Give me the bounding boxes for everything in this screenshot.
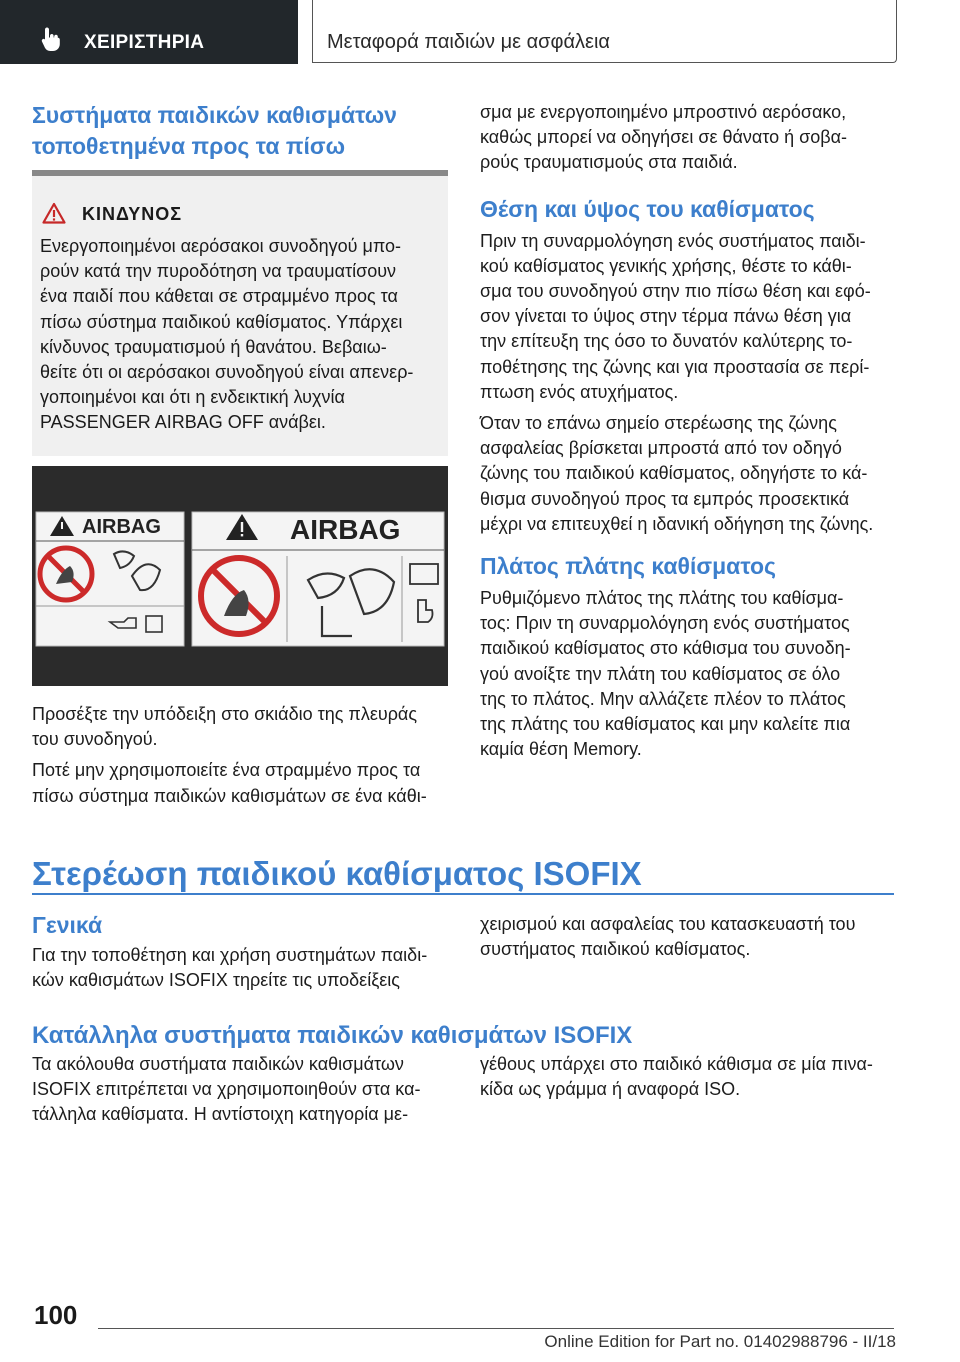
section-divider (32, 893, 894, 895)
text-line: ISOFIX επιτρέπεται να χρησιμοποιηθούν στα κα- (32, 1079, 421, 1100)
paragraph (480, 229, 898, 405)
text-line: κίδα ως γράμμα ή αναφορά ISO. (480, 1079, 741, 1100)
section-tab[interactable] (0, 0, 298, 64)
paragraph (32, 702, 450, 752)
text-line: καθώς μπορεί να οδηγήσει σε θάνατο ή σοβα- (480, 127, 848, 148)
pointing-hand-icon (40, 26, 62, 52)
warning-line: θείτε ότι οι αερόσακοι συνοδηγού είναι απενερ- (40, 362, 414, 383)
text-line: μέχρι να επιτευχθεί η ιδανική οδήγηση της ζώνης. (480, 513, 874, 534)
warning-text (40, 234, 444, 436)
page-header (0, 0, 960, 82)
text-line: καμία θέση Memory. (480, 739, 642, 760)
warning-line: Ενεργοποιημένοι αερόσακοι συνοδηγού μπο- (40, 236, 401, 256)
text-line: ασφαλείας βρίσκεται μπροστά από τον οδηγό (480, 438, 842, 459)
isofix-suitable-left (32, 1052, 450, 1134)
text-line: Ρυθμιζόμενο πλάτος της πλάτης του καθίσμα- (480, 588, 844, 609)
rear-facing-heading-line: τοποθετημένα προς τα πίσω (32, 133, 346, 159)
text-line: παιδικού καθίσματος στο κάθισμα του συνοδη- (480, 638, 851, 659)
text-line: ρούς τραυματισμούς στα παιδιά. (480, 152, 738, 173)
text-line: την επίτευξη της όσο το δυνατόν καλύτερης το- (480, 331, 853, 352)
warning-line: κίνδυνος τραυματισμού ή θανάτου. Βεβαιω- (40, 336, 387, 357)
warning-line: PASSENGER AIRBAG OFF ανάβει. (40, 412, 326, 433)
isofix-general-left (32, 910, 450, 999)
text-line: γέθους υπάρχει στο παιδικό κάθισμα σε μία πινα- (480, 1054, 873, 1074)
text-line: τος: Πριν τη συναρμολόγηση ενός συστήματος (480, 613, 850, 634)
text-line: ζώνης του παιδικού καθίσματος, οδηγήστε το κά- (480, 463, 868, 484)
right-text-block (480, 100, 898, 768)
text-line: ποθέτησης της ζώνης και για προστασία σε περί- (480, 356, 870, 377)
danger-warning-box (32, 170, 448, 456)
text-line: Για την τοποθέτηση και χρήση συστημάτων παιδι- (32, 945, 428, 965)
text-line: Πριν τη συναρμολόγηση ενός συστήματος παιδι- (480, 230, 866, 251)
chapter-title: Μεταφορά παιδιών με ασφάλεια (327, 31, 610, 53)
paragraph (32, 1052, 450, 1128)
airbag-text-small: AIRBAG (82, 516, 161, 538)
text-line: χειρισμού και ασφαλείας του κατασκευαστή του (480, 914, 856, 934)
left-text-block (32, 702, 450, 815)
text-line: γού ανοίξτε την πλάτη του καθίσματος σε όλο (480, 663, 841, 684)
text-line: Ποτέ μην χρησιμοποιείτε ένα στραμμένο προς τα (32, 760, 421, 781)
seat-height-heading: Θέση και ύψος του καθίσματος (480, 195, 815, 222)
rear-facing-heading-block (32, 100, 450, 162)
warning-title: ΚΙΝΔΥΝΟΣ (82, 204, 183, 224)
warning-line: γοποιημένοι και ότι η ενδεικτική λυχνία (40, 387, 345, 408)
airbag-warning-label-figure (32, 466, 448, 686)
page-number: 100 (34, 1300, 78, 1330)
paragraph (480, 411, 898, 537)
text-line: της το πλάτος. Μην αλλάζετε πλέον το πλάτος (480, 688, 846, 709)
large-airbag-label (192, 512, 444, 646)
isofix-general-right (480, 912, 898, 968)
text-line: κού καθίσματος γενικής χρήσης, θέστε το κάθι- (480, 255, 852, 276)
rear-facing-heading-line: Συστήματα παιδικών καθισμάτων (32, 102, 397, 128)
footer-divider (98, 1328, 894, 1329)
suitable-systems-heading: Κατάλληλα συστήματα παιδικών καθισμάτων ISOFIX (32, 1022, 633, 1049)
chapter-tab (312, 0, 897, 63)
isofix-section-title: Στερέωση παιδικού καθίσματος ISOFIX (32, 855, 642, 892)
text-line: σμα με ενεργοποιημένο μπροστινό αερόσακο, (480, 102, 847, 122)
text-line: σμα του συνοδηγού στην πιο πίσω θέση και εφό- (480, 281, 871, 302)
text-line: Τα ακόλουθα συστήματα παιδικών καθισμάτων (32, 1054, 404, 1074)
warning-line: ρούν κατά την πυροδότηση να τραυματίσουν (40, 261, 397, 282)
isofix-suitable-right (480, 1052, 898, 1108)
text-line: πτωση ενός ατυχήματος. (480, 381, 679, 402)
paragraph (32, 943, 450, 993)
text-line: Όταν το επάνω σημείο στερέωσης της ζώνης (480, 413, 837, 434)
paragraph (480, 1052, 898, 1102)
text-line: σον γίνεται το ύψος στην τέρμα πάνω θέση για (480, 306, 852, 327)
warning-line: ένα παιδί που κάθεται σε στραμμένο προς τα (40, 286, 398, 307)
small-airbag-label (36, 512, 184, 646)
airbag-labels-illustration (32, 466, 448, 686)
text-line: της πλάτης του καθίσματος και μην καλείτε πια (480, 714, 851, 735)
backrest-width-heading: Πλάτος πλάτης καθίσματος (480, 553, 776, 580)
text-line: θισμα συνοδηγού προς τα εμπρός προσεκτικά (480, 488, 850, 509)
warning-triangle-icon (42, 202, 66, 224)
paragraph (480, 586, 898, 762)
airbag-text-large: AIRBAG (290, 514, 401, 545)
isofix-suitable-heading-wrap (32, 1020, 912, 1051)
paragraph (480, 100, 898, 176)
text-line: Προσέξτε την υπόδειξη στο σκιάδιο της πλευράς (32, 704, 418, 724)
paragraph (480, 912, 898, 962)
warning-line: πίσω σύστημα παιδικού καθίσματος. Υπάρχει (40, 311, 403, 332)
section-title: ΧΕΙΡΙΣΤΗΡΙΑ (84, 32, 205, 53)
text-line: τάλληλα καθίσματα. Η αντίστοιχη κατηγορία με- (32, 1104, 409, 1125)
edition-note: Online Edition for Part no. 01402988796 - II/18 (544, 1332, 896, 1351)
text-line: κών καθισμάτων ISOFIX τηρείτε τις υποδείξεις (32, 970, 400, 991)
general-heading: Γενικά (32, 912, 103, 938)
text-line: συστήματος παιδικού καθίσματος. (480, 939, 751, 960)
text-line: πίσω σύστημα παιδικών καθισμάτων σε ένα κάθι- (32, 785, 427, 806)
text-line: του συνοδηγού. (32, 729, 158, 750)
paragraph (32, 758, 450, 808)
